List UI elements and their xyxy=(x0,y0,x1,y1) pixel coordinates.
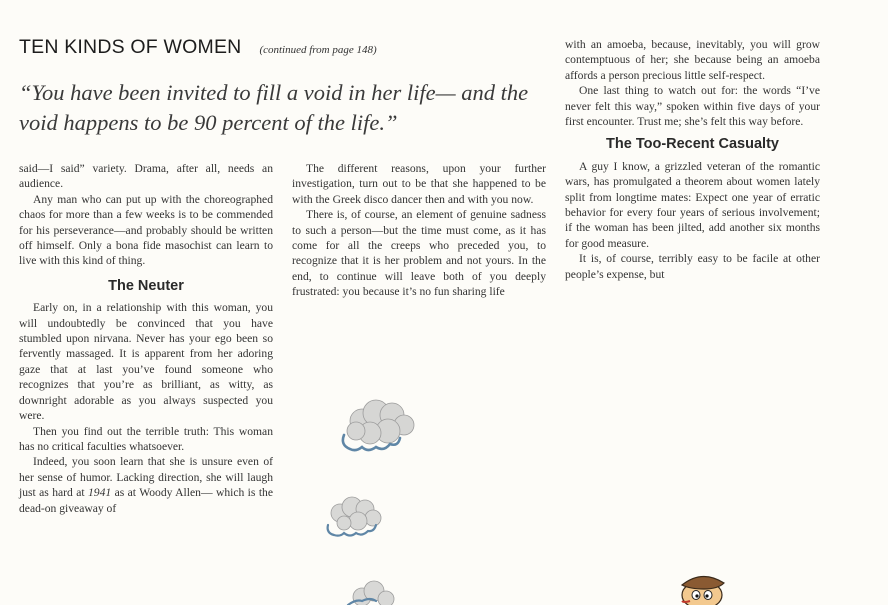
cloud-icon xyxy=(343,400,414,450)
paragraph: A guy I know, a grizzled veteran of the romantic wars, has promulgated a theorem about women lately split from longtime mates: Expect one year of erratic behavior for every four years of serious involvement; if the woman has been jilted, add another six months for good measure. xyxy=(565,159,820,250)
paragraph: Any man who can put up with the choreographed chaos for more than a few weeks is to be commended for his perseverance—and probably should be written off himself. Only a bona fide masochist can learn to live with this kind of thing. xyxy=(19,192,273,268)
article-header xyxy=(19,36,539,66)
text-column-2 xyxy=(292,161,546,300)
cloud-illustration xyxy=(310,385,450,605)
cartoon-face-illustration xyxy=(672,573,732,605)
paragraph: There is, of course, an element of genuine sadness to such a person—but the time must come, as it has come for all the creeps who preceded you, to recognize that it is her problem and not yours. In the end, to continue will leave both of you deeply frustrated: you because it’s no fun sharing life xyxy=(292,208,546,299)
cloud-icon xyxy=(348,581,394,605)
article-title: TEN KINDS OF WOMEN xyxy=(19,36,242,58)
pull-quote: “You have been invited to fill a void in her life— and the void happens to be 90 percent of the life.” xyxy=(19,80,529,135)
text-column-3 xyxy=(565,37,820,282)
film-title: 1941 xyxy=(88,486,112,500)
section-heading-neuter: The Neuter xyxy=(108,277,184,294)
paragraph: said—I said” variety. Drama, after all, needs an audience. xyxy=(19,162,273,191)
paragraph: Then you find out the terrible truth: This woman has no critical faculties whatsoever. xyxy=(19,424,273,453)
paragraph: One last thing to watch out for: the words “I’ve never felt this way,” spoken within five days of your first encounter. Trust me; she’s felt this way before. xyxy=(565,84,820,129)
cloud-icon xyxy=(328,497,381,536)
paragraph: The different reasons, upon your further investigation, turn out to be that she happened to be with the Greek disco dancer then and with you now. xyxy=(292,162,546,206)
paragraph: Early on, in a relationship with this woman, you will undoubtedly be convinced that you have stumbled upon nirvana. Never has your ego been so fervently massaged. It is apparent from her adoring gaze that at last you’ve found someone who recognizes that you’re as brilliant, as witty, as downright adorable as you always suspected you were. xyxy=(19,301,273,423)
text-column-1 xyxy=(19,161,273,516)
continued-note: (continued from page 148) xyxy=(259,44,377,56)
section-heading-too-recent-casualty: The Too-Recent Casualty xyxy=(606,136,779,153)
paragraph: with an amoeba, because, inevitably, you will grow contemptuous of her; she because being an amoeba affords a person precious little self-respect. xyxy=(565,38,820,82)
paragraph-text: as at Woody Allen— which is the dead-on giveaway of xyxy=(19,486,273,515)
paragraph xyxy=(19,454,273,516)
paragraph-text: Indeed, you soon learn that she is unsure even of her sense of humor. Lacking direction, she will laugh just as hard at xyxy=(19,455,273,500)
paragraph: It is, of course, terribly easy to be facile at other people’s expense, but xyxy=(565,252,820,281)
